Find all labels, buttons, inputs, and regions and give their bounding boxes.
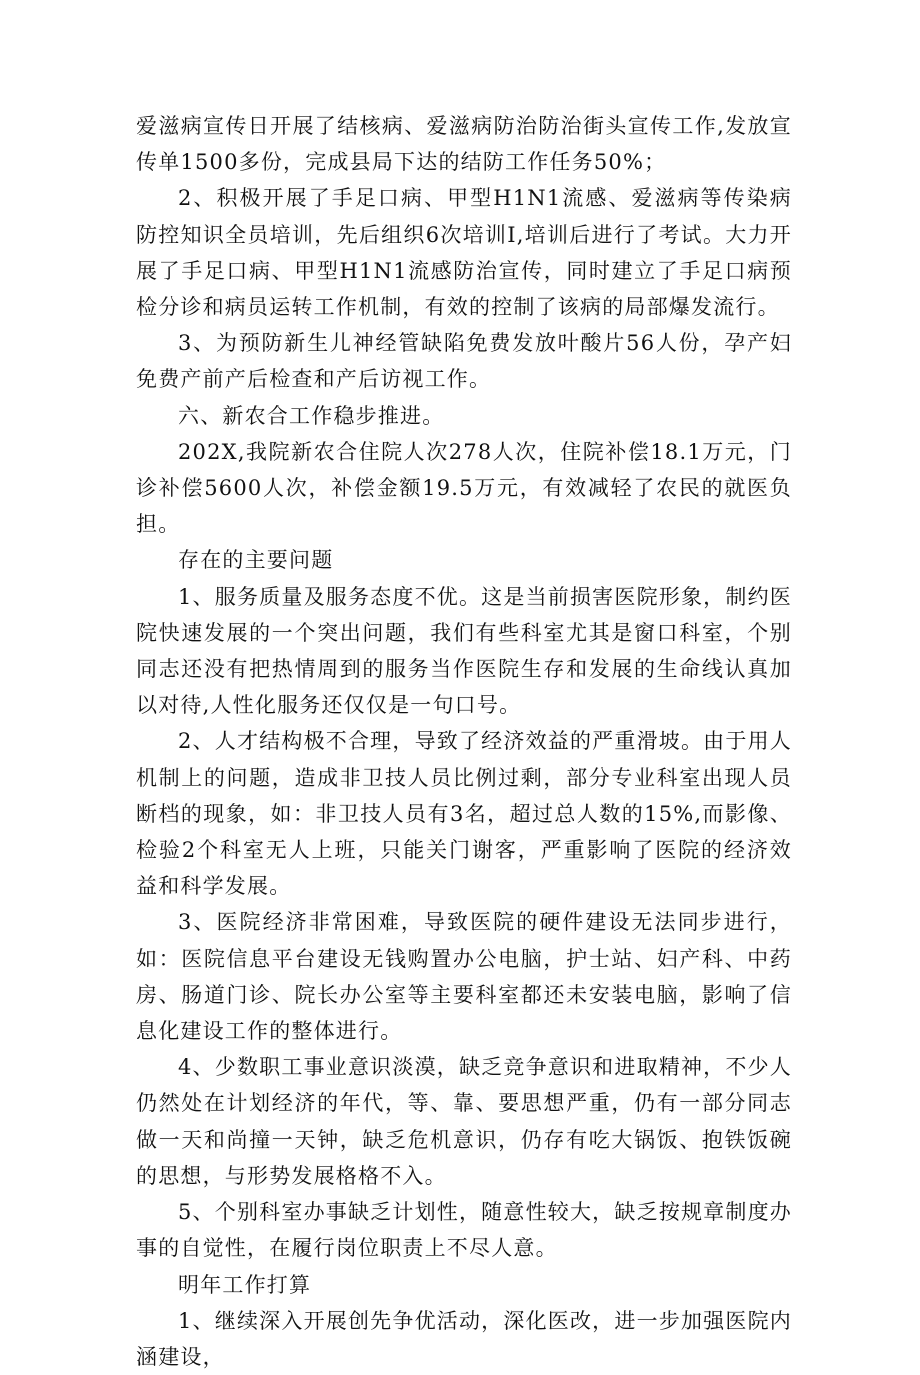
paragraph-folic-acid: 3、为预防新生儿神经管缺陷免费发放叶酸片56人份，孕产妇免费产前产后检查和产后访视工作。	[136, 331, 792, 392]
paragraph-aids-publicity: 爱滋病宣传日开展了结核病、爱滋病防治防治街头宣传工作,发放宣传单1500多份，完成县局下达的结防工作任务50%；	[136, 114, 792, 175]
paragraph-problem-service-quality: 1、服务质量及服务态度不优。这是当前损害医院形象，制约医院快速发展的一个突出问题，我们有些科室尤其是窗口科室，个别同志还没有把热情周到的服务当作医院生存和发展的生命线认真加以对待,人性化服务还仅仅是一句口号。	[136, 584, 792, 718]
section-heading-main-problems: 存在的主要问题	[178, 548, 334, 573]
section-heading-rural-cooperative: 六、新农合工作稳步推进。	[178, 403, 445, 428]
paragraph-problem-talent-structure: 2、人才结构极不合理，导致了经济效益的严重滑坡。由于用人机制上的问题，造成非卫技人员比例过剩，部分专业科室出现人员断档的现象，如：非卫技人员有3名，超过总人数的15%,而影像、检验2个科室无人上班，只能关门谢客，严重影响了医院的经济效益和科学发展。	[136, 729, 792, 899]
paragraph-infectious-disease-training: 2、积极开展了手足口病、甲型H1N1流感、爱滋病等传染病防控知识全员培训，先后组织6次培训I,培训后进行了考试。大力开展了手足口病、甲型H1N1流感防治宣传，同时建立了手足口病预检分诊和病员运转工作机制，有效的控制了该病的局部爆发流行。	[136, 186, 792, 320]
paragraph-problem-finance: 3、医院经济非常困难，导致医院的硬件建设无法同步进行，如：医院信息平台建设无钱购置办公电脑，护士站、妇产科、中药房、肠道门诊、院长办公室等主要科室都还未安装电脑，影响了信息化建设工作的整体进行。	[136, 910, 792, 1044]
section-heading-next-year-plan: 明年工作打算	[178, 1272, 312, 1297]
paragraph-problem-planning: 5、个别科室办事缺乏计划性，随意性较大，缺乏按规章制度办事的自觉性，在履行岗位职责上不尽人意。	[136, 1200, 792, 1261]
paragraph-plan-item-1: 1、继续深入开展创先争优活动，深化医改，进一步加强医院内涵建设，	[136, 1308, 792, 1369]
paragraph-problem-staff-awareness: 4、少数职工事业意识淡漠，缺乏竞争意识和进取精神，不少人仍然处在计划经济的年代，等、靠、要思想严重，仍有一部分同志做一天和尚撞一天钟，缺乏危机意识，仍存有吃大锅饭、抱铁饭碗的思想，与形势发展格格不入。	[136, 1055, 792, 1188]
paragraph-rural-cooperative-stats: 202X,我院新农合住院人次278人次，住院补偿18.1万元，门诊补偿5600人次，补偿金额19.5万元，有效减轻了农民的就医负担。	[136, 439, 792, 537]
document-body	[136, 108, 792, 1375]
